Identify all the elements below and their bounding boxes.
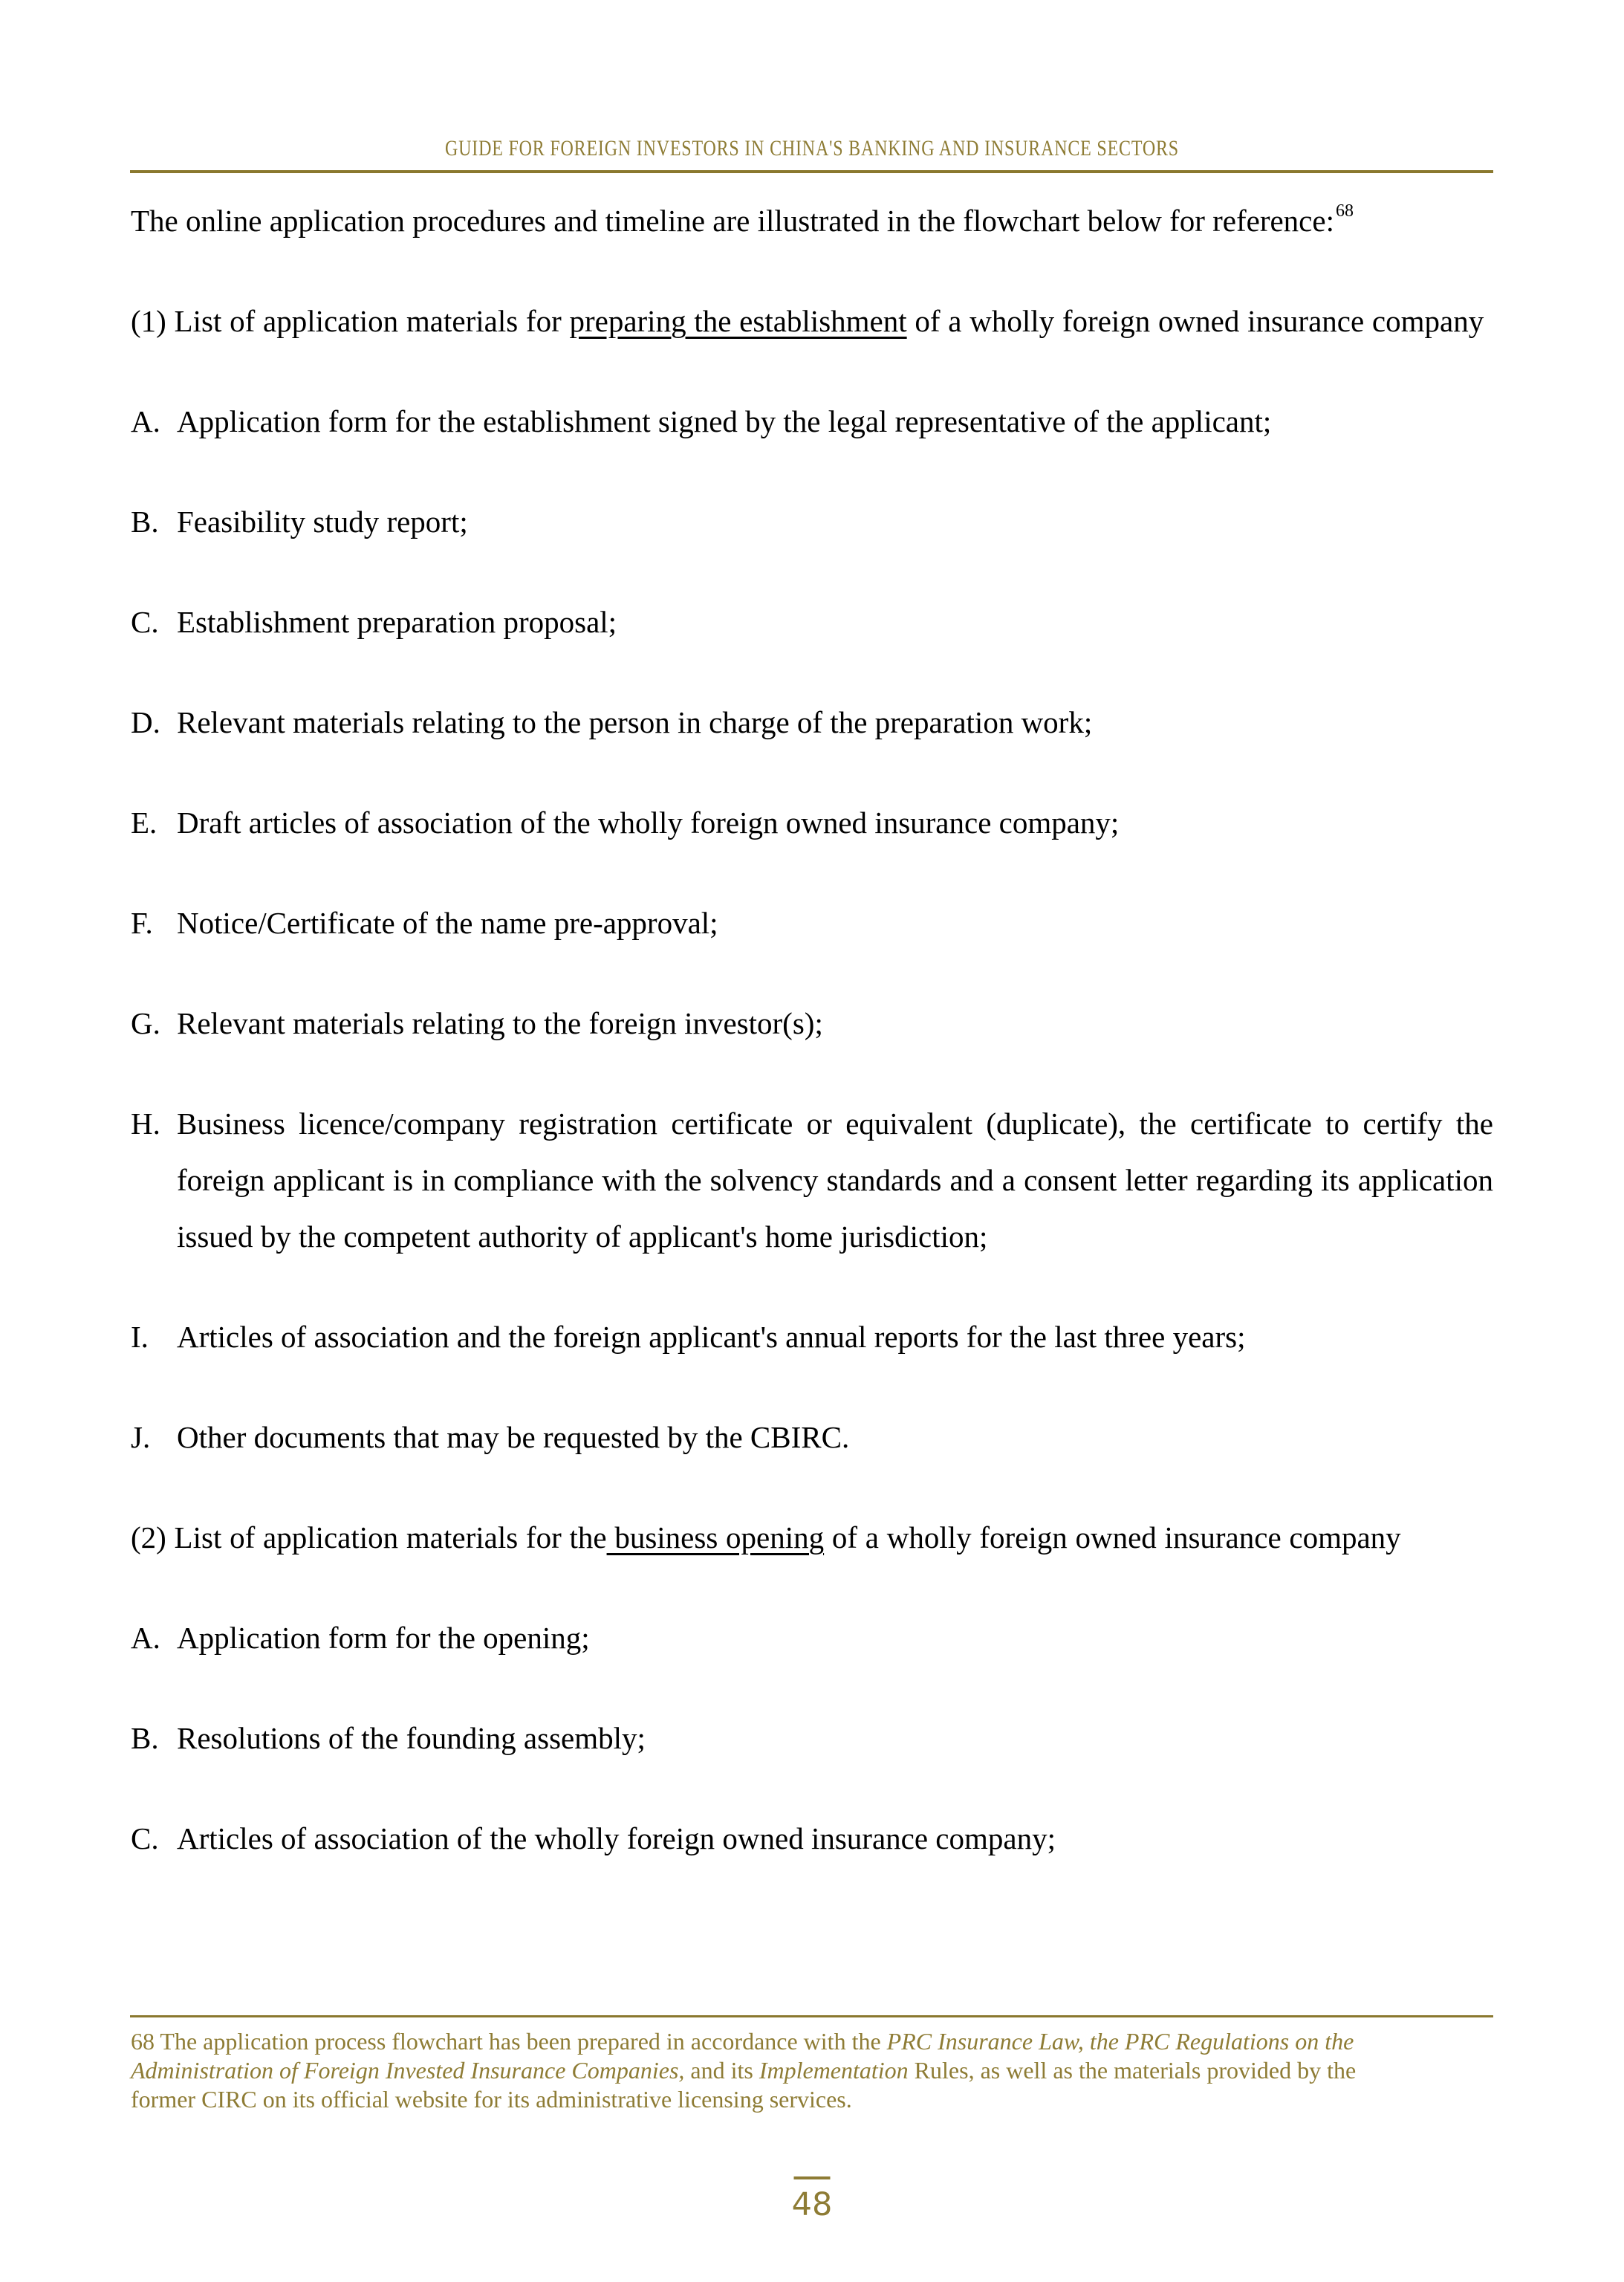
list-item-letter: I. [131,1320,149,1354]
list-item-letter: F. [131,906,153,940]
list-item-text: Feasibility study report; [177,505,468,539]
footnote-text-italic: PRC Insurance Law, the PRC Regulations on the [886,2028,1354,2055]
page-number-dash [794,2176,831,2179]
footnote-line-1 [131,2027,1493,2056]
section-1-heading-pre: (1) List of application materials for [131,304,570,338]
list-item-1h [131,1095,1493,1265]
list-item-text: Draft articles of association of the wholly foreign owned insurance company; [177,805,1120,840]
list-item-text: Other documents that may be requested by the CBIRC. [177,1420,850,1454]
list-item-text: Articles of association of the wholly foreign owned insurance company; [177,1821,1056,1855]
footnote-text: former CIRC on its official website for its administrative licensing services. [131,2086,852,2113]
list-item-text: Relevant materials relating to the foreign investor(s); [177,1006,823,1040]
list-item-1d [131,694,1493,751]
list-item-text: Application form for the establishment signed by the legal representative of the applicant; [177,404,1272,438]
list-item-letter: A. [131,404,160,438]
list-item-1c [131,594,1493,650]
intro-paragraph [131,192,1493,249]
header-rule [130,170,1493,173]
list-item-text: Business licence/company registration certificate or equivalent (duplicate), the certificate to certify the foreign applicant is in compliance with the solvency standards and a consent letter regarding its application issued by the competent authority of applicant's home jurisdiction; [177,1106,1493,1254]
footnote-line-3 [131,2085,1493,2114]
footnote-line-2 [131,2056,1493,2085]
list-item-1j [131,1409,1493,1465]
list-item-1a [131,393,1493,450]
footnote-text: Rules, as well as the materials provided by the [908,2057,1357,2084]
document-body [131,192,1493,1910]
list-item-letter: E. [131,805,157,840]
list-item-text: Application form for the opening; [177,1621,590,1655]
list-item-text: Notice/Certificate of the name pre-approval; [177,906,718,940]
list-item-2c [131,1810,1493,1867]
list-item-letter: G. [131,1006,160,1040]
page-number: 48 [791,2186,833,2223]
section-2-heading-post: of a wholly foreign owned insurance company [824,1520,1401,1555]
footnote-separator-rule [130,2015,1493,2017]
list-item-letter: J. [131,1420,151,1454]
footnote-text: 68 The application process flowchart has been prepared in accordance with the [131,2028,887,2055]
list-item-letter: C. [131,605,159,639]
list-item-text: Establishment preparation proposal; [177,605,617,639]
list-item-letter: H. [131,1106,160,1141]
list-item-1f [131,895,1493,951]
footnote-68 [131,2027,1493,2114]
list-item-1i [131,1309,1493,1365]
section-1-heading [131,293,1493,349]
list-item-text: Resolutions of the founding assembly; [177,1721,646,1755]
list-item-letter: D. [131,705,160,739]
list-item-letter: B. [131,505,159,539]
list-item-letter: A. [131,1621,160,1655]
footnote-reference-68: 68 [1335,201,1354,221]
list-item-text: Relevant materials relating to the person in charge of the preparation work; [177,705,1093,739]
section-2-heading-pre: (2) List of application materials for the [131,1520,607,1555]
list-item-1e [131,794,1493,851]
list-item-2b [131,1710,1493,1766]
footnote-text-italic: Administration of Foreign Invested Insurance Companies, [131,2057,685,2084]
page-header-title: GUIDE FOR FOREIGN INVESTORS IN CHINA'S BANKING AND INSURANCE SECTORS [445,136,1179,161]
section-2-heading-underlined: business opening [606,1520,825,1555]
list-item-letter: B. [131,1721,159,1755]
list-item-1b [131,493,1493,550]
section-1-heading-post: of a wholly foreign owned insurance company [906,304,1484,338]
list-item-1g [131,995,1493,1051]
intro-text: The online application procedures and timeline are illustrated in the flowchart below for reference: [131,204,1334,238]
footnote-text-italic: Implementation [759,2057,909,2084]
list-item-2a [131,1610,1493,1666]
list-item-text: Articles of association and the foreign applicant's annual reports for the last three years; [177,1320,1246,1354]
list-item-letter: C. [131,1821,159,1855]
footnote-text: and its [684,2057,759,2084]
section-1-heading-underlined: preparing the establishment [569,304,907,338]
section-2-heading [131,1509,1493,1566]
